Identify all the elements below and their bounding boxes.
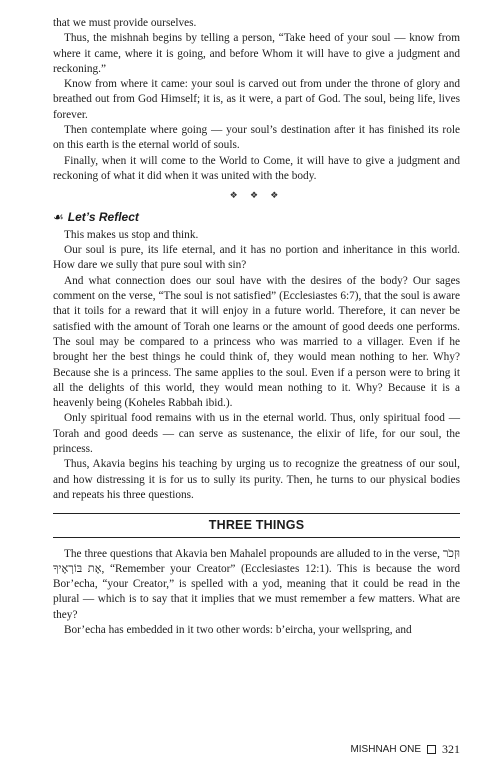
- paragraph: This makes us stop and think.: [64, 228, 199, 241]
- square-icon: [427, 745, 436, 754]
- paragraph: Know from where it came: your soul is carved out from under the throne of glory and breathed out from God Himself; it is, as it were, a part of God. The soul, being life, lives forever.: [53, 78, 460, 121]
- section-title: THREE THINGS: [208, 518, 305, 533]
- paragraph: Finally, when it will come to the World to Come, it will have to give a judgment and reckoning of what it did when it was united with the body.: [53, 154, 460, 182]
- paragraph: Thus, Akavia begins his teaching by urging us to recognize the greatness of our soul, and how distressing it is for us to sully its purity. Then, he turns to our physical bodies and repeats his three questions.: [53, 458, 460, 501]
- paragraph: Then contemplate where going — your soul’s destination after it has finished its role on this earth is the eternal world of souls.: [53, 124, 460, 152]
- paragraph: The three questions that Akavia ben Mahalel propounds are alluded to in the verse, וּזְכֹר אֶת בּוֹרְאֶיךָ, “Remember your Creator” (Ecclesiastes 12:1). This is because the word Bor’echa, “your Creator,” is spelled with a yod, meaning that it could be read in the plural — which is to say that it implies that we must remember a few matters. What are they?: [53, 547, 460, 621]
- page-number: 321: [442, 742, 460, 756]
- section-rule-bottom: [53, 537, 460, 538]
- paragraph: Bor’echa has embedded in it two other words: b’eircha, your wellspring, and: [64, 623, 412, 636]
- page-footer: [350, 742, 460, 757]
- paragraph: Thus, the mishnah begins by telling a person, “Take heed of your soul — know from where it came, where it is going, and before Whom it will have to give a judgment and reckoning.”: [53, 32, 460, 75]
- paragraph: Our soul is pure, its life eternal, and it has no portion and inheritance in this world. How dare we sully that pure soul with sin?: [53, 244, 460, 272]
- subheading-text: Let’s Reflect: [67, 209, 139, 224]
- running-head: MISHNAH ONE: [350, 744, 421, 755]
- paragraph: that we must provide ourselves.: [53, 17, 197, 29]
- section-rule-top: [53, 513, 460, 514]
- paragraph: Only spiritual food remains with us in the eternal world. Thus, only spiritual food — Torah and good deeds — can serve as sustenance, the elixir of life, for our soul, the princess.: [53, 412, 460, 456]
- paragraph: And what connection does our soul have with the desires of the body? Our sages comment on the verse, “The soul is not satisfied” (Ecclesiastes 6:7), that the soul is aware that it toils for a reward that it will enjoy in a future world. Therefore, it can never be satisfied with the amount of Torah one learns or the amount of good deeds one performs. The soul may be compared to a princess who was married to a villager. Even if he brought her the best things he could think of, they would mean nothing to her. Why? Because she is a princess. The same applies to the soul. Even if a person were to bring it all the delights of this world, they would mean nothing to it. Why? Because it is a heavenly being (Koheles Rabbah ibid.).: [53, 274, 460, 410]
- subheading-lets-reflect: [53, 210, 460, 225]
- page-body: [53, 16, 460, 638]
- flourish-icon: ☙: [53, 209, 64, 224]
- section-ornament: ❖ ❖ ❖: [229, 190, 284, 201]
